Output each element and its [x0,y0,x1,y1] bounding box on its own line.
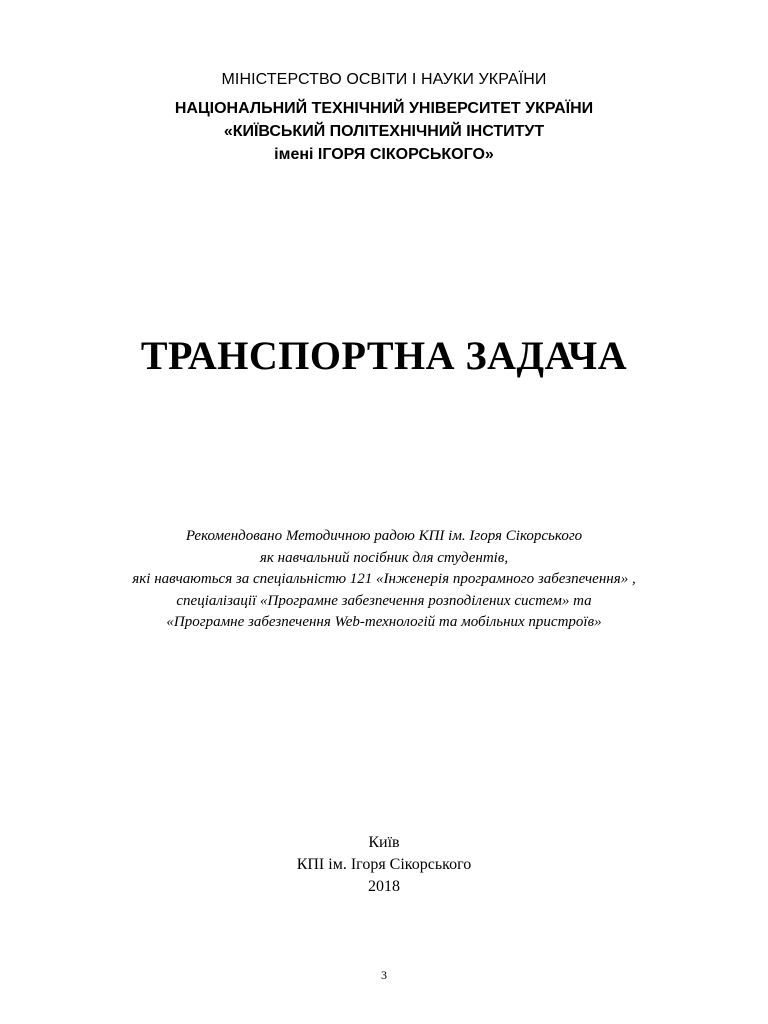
recommendation-line-5: «Програмне забезпечення Web-технологій та мобільних пристроїв» [166,614,602,630]
university-name-line-2: «КИЇВСЬКИЙ ПОЛІТЕХНІЧНИЙ ІНСТИТУТ [223,123,545,140]
recommendation-line-2: як навчальний посібник для студентів, [259,549,509,566]
imprint-year: 2018 [368,878,400,895]
recommendation-line-3: які навчаються за спеціальністю 121 «Інженерія програмного забезпечення» , [132,571,636,587]
imprint-publisher: КПІ ім. Ігоря Сікорського [296,856,472,873]
university-name-line-3: імені ІГОРЯ СІКОРСЬКОГО» [274,146,494,163]
university-name-block [0,97,768,166]
document-title: ТРАНСПОРТНА ЗАДАЧА [140,333,628,378]
imprint-block [0,832,768,898]
page-number: 3 [381,968,387,982]
university-name-line-1: НАЦІОНАЛЬНИЙ ТЕХНІЧНИЙ УНІВЕРСИТЕТ УКРАЇНИ [174,100,594,117]
recommendation-note [0,526,768,634]
recommendation-line-4: спеціалізації «Програмне забезпечення розподілених систем» та [176,592,592,609]
recommendation-line-1: Рекомендовано Методичною радою КПІ ім. Ігоря Сікорського [185,528,583,544]
ministry-name: МІНІСТЕРСТВО ОСВІТИ І НАУКИ УКРАЇНИ [221,71,547,88]
imprint-city: Київ [368,834,400,851]
